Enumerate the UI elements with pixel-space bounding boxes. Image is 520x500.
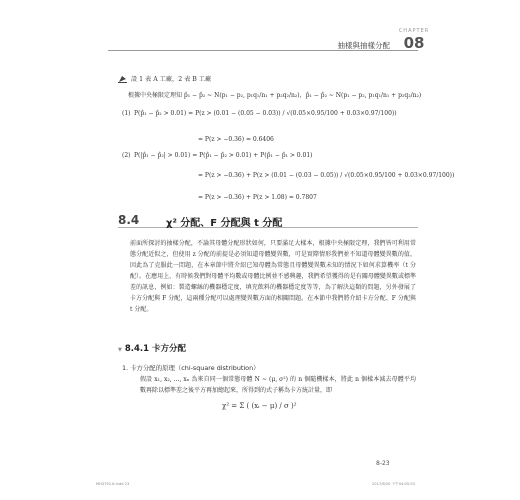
part1-label: (1) bbox=[122, 110, 131, 117]
solution-pen-icon bbox=[118, 75, 127, 83]
header-rule bbox=[108, 50, 418, 51]
chapter-tab bbox=[392, 24, 436, 58]
running-header-title: 抽樣與抽樣分配 bbox=[337, 41, 390, 50]
clt-line: 根據中央極限定理知 p̂₁ − p̂₂ ~ N(p₁ − p₂, p₁q₁/n₁ + p₂q₂/n₂)，p̂₁ − p̂₂ ~ N(p₁ − p₂, p₁q₁/n₁ + p₂q₂/n₂) bbox=[128, 92, 422, 99]
footer-timestamp: 2017/6/20 下午04:05:53 bbox=[372, 482, 415, 486]
footer-file: MH3792-8.indd 23 bbox=[96, 482, 130, 486]
chapter-number: 08 bbox=[403, 34, 425, 52]
part2-step1: = P(z > −0.36) + P(z > (0.01 − (0.03 − 0.05)) / √(0.05×0.95/100 + 0.03×0.97/100)) bbox=[198, 172, 455, 179]
section-title: χ² 分配、F 分配與 t 分配 bbox=[166, 218, 283, 229]
subsection-title: 8.4.1 卡方分配 bbox=[124, 344, 186, 354]
part2-label: (2) bbox=[122, 152, 131, 159]
subsection-heading bbox=[118, 342, 186, 354]
section-number: 8.4 bbox=[118, 213, 140, 227]
chapter-word: CHAPTER bbox=[398, 28, 430, 34]
item-paragraph: 假設 x₁, x₂, ..., xₙ 為來自同一個常態母體 N ~ (μ, σ²) 的 n 個隨機樣本，將此 n 個樣本減去母體平均數再除以標準差之後平方再加總起來，所得到的式子稱為卡方統計量，即 bbox=[140, 376, 416, 394]
part1-result: = P(z > −0.36) = 0.6406 bbox=[198, 136, 274, 143]
chi-square-formula: χ² = Σ ( (xᵢ − μ) / σ )² bbox=[222, 402, 297, 410]
part2-step2: = P(z > −0.36) + P(z > 1.08) = 0.7807 bbox=[198, 194, 317, 201]
subsection-marker: ▼ bbox=[118, 347, 122, 353]
page-number: 8-23 bbox=[376, 460, 390, 467]
item-heading: 1. 卡方分配的原理（chi-square distribution） bbox=[122, 364, 260, 372]
solution-intro-text: 設 1 表 A 工廠，2 表 B 工廠 bbox=[131, 76, 212, 83]
part2-expression: P(|p̂₁ − p̂₂| > 0.01) = P(p̂₁ − p̂₂ > 0.01) + P(p̂₁ − p̂₁ > 0.01) bbox=[134, 152, 313, 159]
intro-paragraph: 前面所探討的抽樣分配，不論其母體分配形狀如何，只要滿足大樣本，根據中央極限定理，我們皆可利用常態分配近似之，但使用 z 分配的前提是必須知道母體變異數，可是實際情形我們並不知道母體變異數的值，因此為了克服此一問題，在本章節中將介紹已知母體為常態且母體變異數未知的情況下如何求算機率（t 分配）。在應用上，有時候我們對母體平均數或母體比例並不感興趣，我們希望獲得的是有關母體變異數或標準差的訊息，例如：製造螺絲的機器穩定度，填充飲料的機器穩定度等等，為了解決這類的問題，另外發展了卡方分配與 F 分配，這兩種分配可以處理變異數方面的相關問題。在本節中我們將介紹卡方分配、F 分配與 t 分配。 bbox=[130, 240, 416, 313]
part1-expression: P(p̂₁ − p̂₂ > 0.01) = P(z > (0.01 − (0.05 − 0.03)) / √(0.05×0.95/100 + 0.03×0.97/100)) bbox=[134, 110, 397, 117]
solution-intro bbox=[118, 74, 211, 83]
